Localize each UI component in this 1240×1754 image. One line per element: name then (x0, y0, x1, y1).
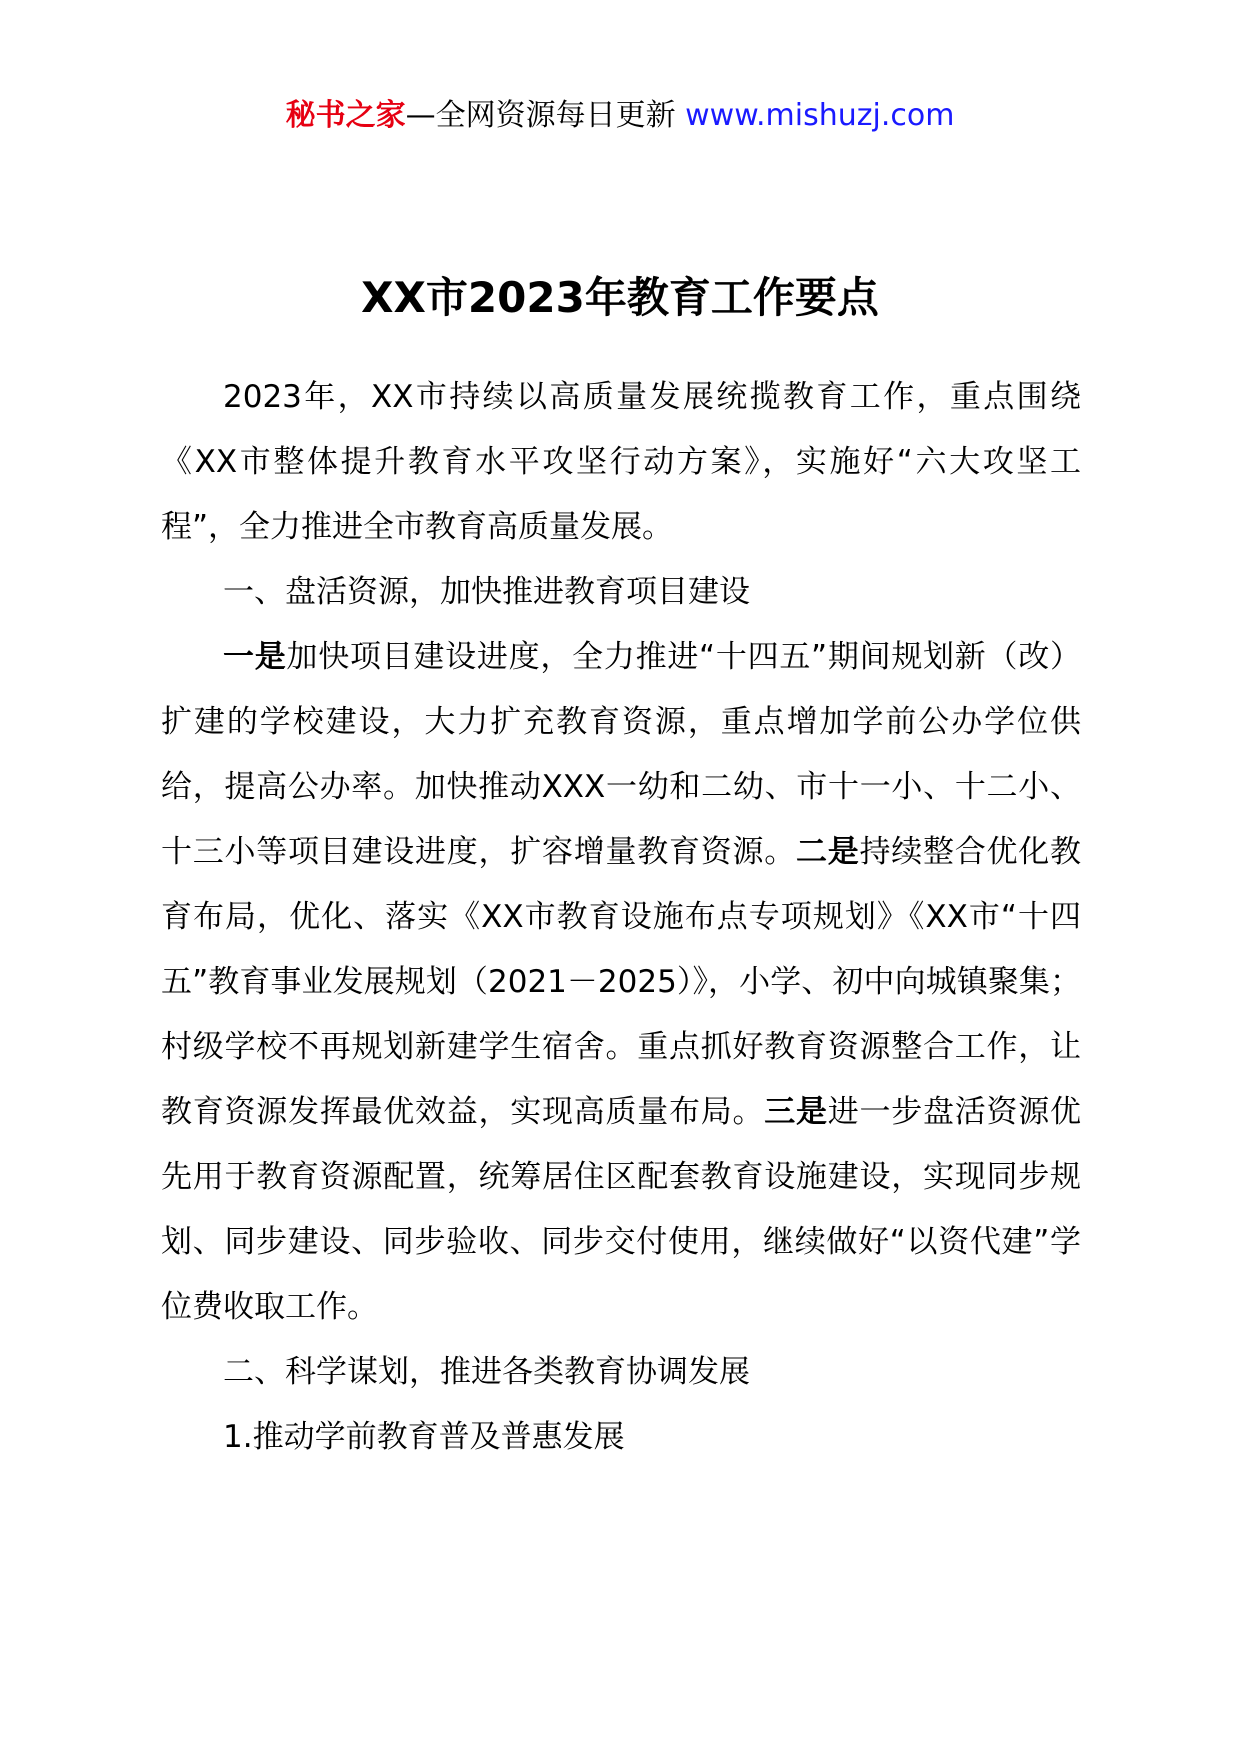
item-2-text: 持续整合优化教育布局，优化、落实《XX市教育设施布点专项规划》《XX市“十四五”教育事业发展规划（2021－2025）》，小学、初中向城镇聚集；村级学校不再规划新建学生宿舍。重点抓好教育资源整合工作，让教育资源发挥最优效益，实现高质量布局。 (161, 834, 1081, 1130)
item-1-text: 加快项目建设进度，全力推进“十四五”期间规划新（改）扩建的学校建设，大力扩充教育资源，重点增加学前公办学位供给，提高公办率。加快推动XXX一幼和二幼、市十一小、十二小、十三小等项目建设进度，扩容增量教育资源。 (161, 639, 1082, 870)
intro-paragraph: 2023年，XX市持续以高质量发展统揽教育工作，重点围绕《XX市整体提升教育水平攻坚行动方案》，实施好“六大攻坚工程”，全力推进全市教育高质量发展。 (161, 379, 1081, 545)
site-url-link[interactable]: www.mishuzj.com (685, 98, 955, 133)
item-3-text: 进一步盘活资源优先用于教育资源配置，统筹居住区配套教育设施建设，实现同步规划、同步建设、同步验收、同步交付使用，继续做好“以资代建”学位费收取工作。 (161, 1094, 1081, 1325)
section-1-paragraph (161, 625, 1081, 1340)
site-tagline: —全网资源每日更新 (405, 98, 676, 133)
site-header (0, 94, 1240, 138)
document-body (161, 365, 1081, 1470)
section-2-heading: 二、科学谋划，推进各类教育协调发展 (223, 1354, 750, 1390)
section-1-heading: 一、盘活资源，加快推进教育项目建设 (223, 574, 750, 610)
document-title: XX市2023年教育工作要点 (361, 273, 879, 322)
site-brand: 秘书之家 (285, 98, 406, 133)
item-3-lead: 三是 (764, 1094, 828, 1130)
section-2-subheading-1: 1.推动学前教育普及普惠发展 (223, 1419, 625, 1455)
item-1-lead: 一是 (223, 639, 287, 675)
item-2-lead: 二是 (796, 834, 860, 870)
